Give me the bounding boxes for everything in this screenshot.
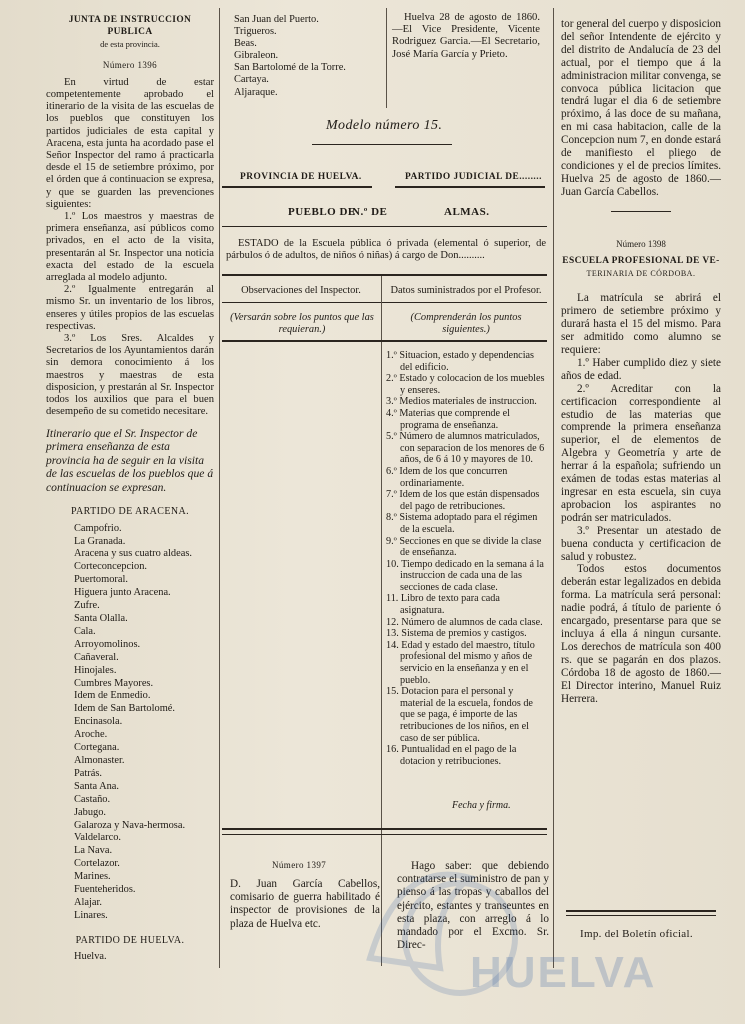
paragraph: 1.º Haber cumplido diez y siete años de edad. (561, 356, 721, 382)
list-item: Arroyomolinos. (74, 638, 141, 650)
list-item: 1.º Situacion, estado y dependencias del edificio. (386, 350, 535, 373)
list-item: Castaño. (74, 793, 111, 805)
school-heading: ESCUELA PROFESIONAL DE VE- (562, 255, 720, 266)
list-item: Beas. (234, 38, 257, 50)
list-item: Corteconcepcion. (74, 561, 147, 573)
notice-number: Número 1396 (102, 59, 158, 70)
junta-header: JUNTA DE INSTRUCCION PUBLICA (68, 15, 192, 38)
signature-paragraph: Huelva 28 de agosto de 1860. —El Vice Presidente, Vicente Rodriguez Garcia.—El Secretario, José María García y Prieto. (392, 12, 540, 60)
list-item: Higuera junto Aracena. (74, 587, 171, 599)
hago-paragraph: Hago saber: que debiendo contratarse el suministro de pan y pienso á las tropas y caballos del ejército, estantes y transeuntes en esta plaza, con arreglo á lo mandado por el Excmo. Sr. Direc- (397, 860, 549, 952)
list-item: 14. Edad y estado del maestro, título profesional del mismo y años de servicio en la enseñanza y en el pueblo. (386, 639, 535, 686)
list-item: Patrás. (74, 767, 102, 779)
list-item: 7.º Idem de los que están dispensados del pago de retribuciones. (386, 489, 540, 512)
list-item: 10. Tiempo dedicado en la semana á la instruccion de cada una de las secciones de cada clase. (386, 558, 544, 593)
inspector-column-note: (Versarán sobre los puntos que las requieran.) (230, 312, 374, 336)
divider (611, 211, 671, 212)
list-item: Valdelarco. (74, 832, 122, 844)
list-item: 6.º Idem de los que concurren ordinariamente. (386, 465, 508, 489)
school-subheading: TERINARIA DE CÓRDOBA. (586, 268, 696, 278)
list-item: Alajar. (74, 896, 102, 908)
list-item: Cortelazor. (74, 858, 120, 870)
list-item: 12. Número de alumnos de cada clase. (386, 616, 543, 628)
list-item: San Juan del Puerto. (234, 14, 319, 25)
column-3 (392, 12, 540, 61)
imprint: Imp. del Boletín oficial. (580, 928, 693, 940)
list-item: Cala. (74, 625, 96, 637)
town-list (46, 951, 214, 964)
list-item: San Bartolomé de la Torre. (234, 62, 346, 74)
divider (312, 144, 452, 145)
watermark-text: HUELVA (470, 948, 657, 997)
fecha-firma: Fecha y firma. (452, 800, 511, 811)
provincia-label: PROVINCIA DE HUELVA. (240, 172, 362, 182)
divider (222, 226, 547, 227)
town-list (234, 14, 382, 99)
list-item: Cortegana. (74, 742, 120, 754)
list-item: Aracena y sus cuatro aldeas. (74, 548, 192, 560)
list-item: Marines. (74, 871, 111, 883)
paragraph: Todos estos documentos deberán estar legalizados en debida forma. La matrícula será personal: nadie podrá, á título de pariente ó encargado, presentarse para que se incluya á ella á ningun cursante. Los derechos de matrícula son 400 rs. que se pagarán en dos plazos. Córdoba 18 de agosto de 1860.—El Director interino, Manuel Ruiz Herrera. (561, 563, 721, 705)
partido-aracena-heading: PARTIDO DE ARACENA. (70, 506, 190, 518)
column-rule (386, 8, 387, 108)
list-item: Campofrio. (74, 522, 122, 534)
paragraph: En virtud de estar competentemente aprobado el itinerario de la visita de las escuelas de los pueblos que constituyen los partidos judiciales de esta capital y Aracena, esta junta ha acordado pase el Señor Inspector del ramo á practicarla desde el 15 de setiembre próximo, por el órden que á continuacion se expresa, y que se guarden las prevenciones siguientes: (46, 76, 214, 210)
partido-huelva-heading: PARTIDO DE HUELVA. (75, 934, 185, 946)
town-list (46, 523, 214, 923)
divider (222, 186, 372, 188)
list-item: 16. Puntualidad en el pago de la dotacion y retribuciones. (386, 744, 517, 767)
list-item: La Nava. (74, 845, 113, 857)
paragraph: La matrícula se abrirá el primero de setiembre próximo y durará hasta el 15 del mismo. Para ser admitido como alumno se requiere: (561, 292, 721, 357)
list-item: Gibraleon. (234, 50, 279, 62)
list-item: 15. Dotacion para el personal y material de la escuela, fondos de que se paga, é importe de las retribuciones de los niños, en el caso de ser pública. (386, 686, 533, 744)
profesor-column-header: Datos suministrados por el Profesor. (390, 285, 542, 296)
list-item: Cartaya. (234, 74, 269, 86)
column-rule (219, 8, 220, 968)
juan-paragraph: D. Juan García Cabellos, comisario de guerra habilitado é inspector de provisiones de la plaza de Huelva etc. (230, 878, 380, 930)
notice-number: Número 1398 (616, 238, 666, 249)
list-item: Fuenteheridos. (74, 884, 136, 896)
data-item-list (386, 350, 546, 767)
almas-label: ALMAS. (444, 206, 490, 218)
list-item: 13. Sistema de premios y castigos. (386, 628, 527, 640)
list-item: Zufre. (74, 600, 100, 612)
numero-label: N.º DE (352, 206, 388, 218)
list-item: Aljaraque. (234, 86, 278, 98)
list-item: Cañaveral. (74, 651, 119, 663)
list-item: Idem de San Bartolomé. (74, 703, 175, 715)
column-4 (561, 18, 721, 705)
list-item: Santa Ana. (74, 780, 120, 792)
divider (395, 186, 545, 188)
list-item: Aroche. (74, 729, 108, 741)
column-2 (226, 0, 382, 99)
paragraph: 3.º Presentar un atestado de buena conducta y certificacion de salud y robustez. (561, 524, 721, 563)
list-item: Encinasola. (74, 716, 123, 728)
paragraph: 2.º Acreditar con la certificacion correspondiente al estudio de las materias que comprende la primera enseñanza superior, el de elementos de Algebra y Geometría y arte de herrar á la española; sufriendo un exámen de todas estas materias al ingresar en esta escuela, sin cuya aprobacion los aspirantes no podrán ser matriculados. (561, 382, 721, 524)
list-item: Galaroza y Nava-hermosa. (74, 819, 186, 831)
list-item: La Granada. (74, 535, 126, 547)
notice-number: Número 1397 (272, 860, 327, 870)
paragraph: 1.º Los maestros y maestras de primera enseñanza, así públicos como privados, en el acto de la visita, presentarán al Sr. Inspector una noticia exacta del estado de la escuela arreglada al modelo adjunto. (46, 211, 214, 284)
itinerary-title: Itinerario que el Sr. Inspector de primera enseñanza de esta provincia ha de seguir en la visita de las escuelas de los pueblos que á continuacion se expresan. (46, 426, 214, 494)
list-item: Puertomoral. (74, 574, 128, 586)
list-item: Trigueros. (234, 26, 277, 38)
inspector-column-header: Observaciones del Inspector. (241, 285, 361, 296)
list-item: 2.º Estado y colocacion de los muebles y enseres. (386, 373, 545, 396)
estado-paragraph: ESTADO de la Escuela pública ó privada (elemental ó superior, de párbulos ó de adultos, de niños ó niñas) á cargo de Don.......... (226, 238, 546, 262)
list-item: 5.º Número de alumnos matriculados, con separacion de los menores de 6 años, de 6 á 10 y mayores de 10. (386, 431, 545, 466)
list-item: Almonaster. (74, 754, 125, 766)
list-item: Hinojales. (74, 664, 117, 676)
paragraph: 3.º Los Sres. Alcaldes y Secretarios de los Ayuntamientos darán sin demora conocimiento á los maestros y maestras de esta disposicion, y prestarán al Sr. Inspector todos los auxilios que para el buen desempeño de su cometido necesitare. (46, 333, 214, 418)
list-item: Huelva. (74, 950, 107, 962)
list-item: 4.º Materias que comprende el programa de enseñanza. (386, 407, 510, 431)
list-item: Jabugo. (74, 806, 107, 818)
list-item: Idem de Enmedio. (74, 690, 151, 702)
list-item: 8.º Sistema adoptado para el régimen de la escuela. (386, 512, 538, 535)
paragraph: tor general del cuerpo y disposicion del señor Intendente de ejército y del distrito de Andalucía de 23 del actual, por el tiempo que á la administracion militar convenga, se convoca pública licitacion que tendrá lugar el dia 6 de setiembre próximo, á las doce de su mañana, en mi casa habitacion, calle de la Concepcion num 7, en donde estará de manifiesto el pliego de condiciones y el de precios límites. Huelva 25 de agosto de 1860.—Juan García Cabellos. (561, 18, 721, 198)
list-item: 11. Libro de texto para cada asignatura. (386, 593, 500, 617)
model-title: Modelo número 15. (326, 118, 443, 133)
list-item: Santa Olalla. (74, 613, 128, 625)
divider (222, 340, 547, 342)
junta-subheader: de esta provincia. (100, 39, 160, 50)
partido-label: PARTIDO JUDICIAL DE........ (405, 172, 542, 182)
profesor-column-note: (Comprenderán los puntos siguientes.) (410, 312, 522, 336)
divider (222, 302, 547, 303)
column-1 (46, 0, 214, 964)
list-item: Linares. (74, 909, 108, 921)
list-item: 9.º Secciones en que se divide la clase de enseñanza. (386, 535, 542, 559)
pueblo-label: PUEBLO DE (288, 206, 356, 218)
list-item: 3.º Medios materiales de instruccion. (386, 396, 537, 408)
paragraph: 2.º Igualmente entregarán al mismo Sr. un inventario de los libros, enseres y útiles propios de las escuelas respectivas. (46, 284, 214, 332)
list-item: Cumbres Mayores. (74, 677, 154, 689)
divider (222, 274, 547, 276)
